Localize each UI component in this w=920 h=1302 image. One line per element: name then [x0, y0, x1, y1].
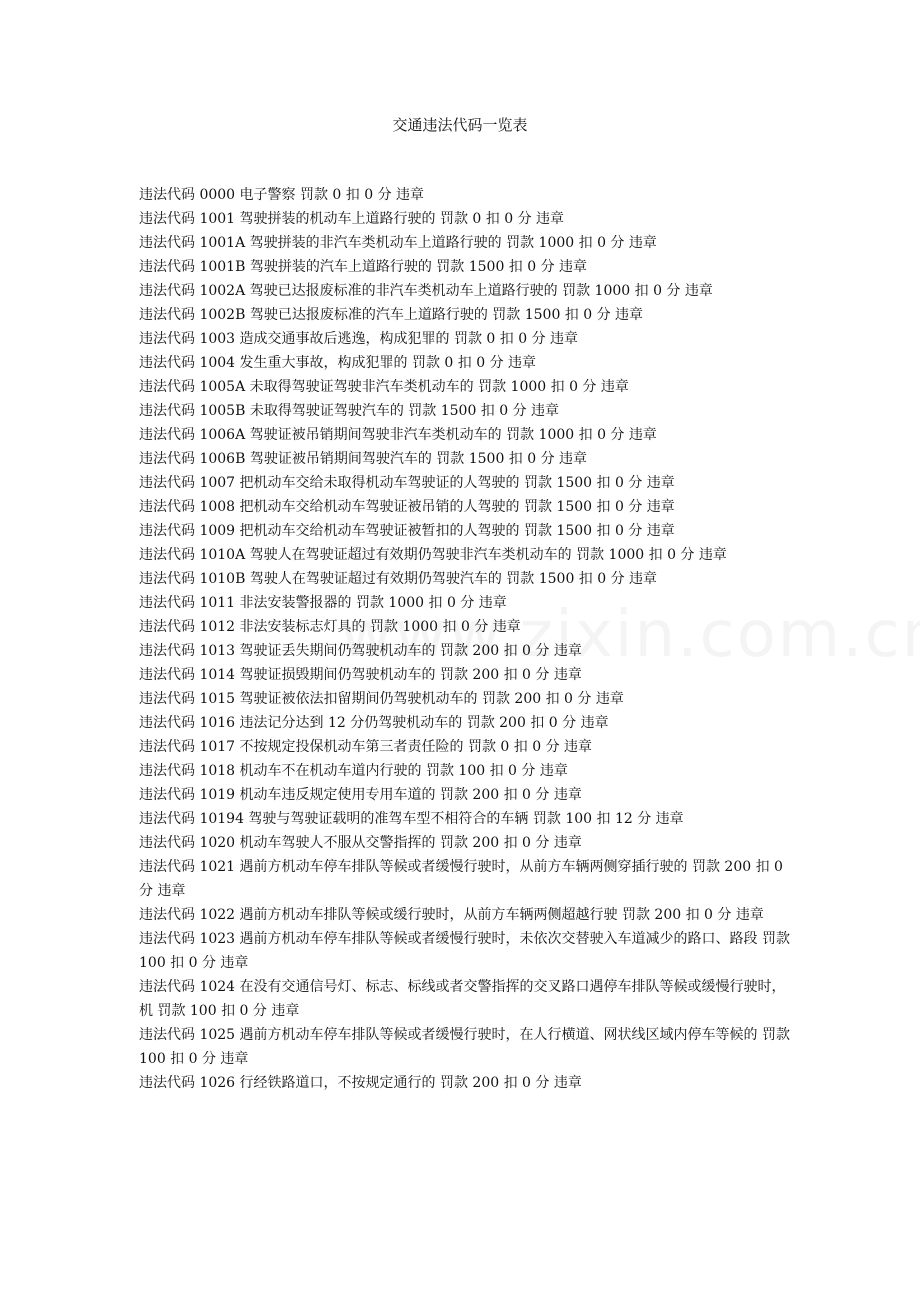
violation-code-line: 违法代码 1006B 驾驶证被吊销期间驾驶汽车的 罚款 1500 扣 0 分 违章: [139, 451, 588, 467]
violation-code-line: 违法代码 1011 非法安装警报器的 罚款 1000 扣 0 分 违章: [139, 595, 507, 611]
violation-code-line: 违法代码 1007 把机动车交给未取得机动车驾驶证的人驾驶的 罚款 1500 扣 0 分 违章: [139, 475, 675, 491]
violation-code-line: 违法代码 1026 行经铁路道口，不按规定通行的 罚款 200 扣 0 分 违章: [139, 1075, 582, 1091]
document-title: 交通违法代码一览表: [392, 116, 528, 134]
violation-code-line: 违法代码 1022 遇前方机动车排队等候或缓行驶时，从前方车辆两侧超越行驶 罚款 200 扣 0 分 违章: [139, 907, 764, 923]
violation-code-line: 违法代码 1023 遇前方机动车停车排队等候或者缓慢行驶时，未依次交替驶入车道减少的路口、路段 罚款 100 扣 0 分 违章: [139, 931, 790, 971]
violation-code-line: 违法代码 1002B 驾驶已达报废标准的汽车上道路行驶的 罚款 1500 扣 0 分 违章: [139, 307, 644, 323]
violation-code-line: 违法代码 0000 电子警察 罚款 0 扣 0 分 违章: [139, 187, 425, 203]
violation-code-line: 违法代码 1020 机动车驾驶人不服从交警指挥的 罚款 200 扣 0 分 违章: [139, 835, 582, 851]
violation-code-line: 违法代码 1002A 驾驶已达报废标准的非汽车类机动车上道路行驶的 罚款 1000 扣 0 分 违章: [139, 283, 713, 299]
violation-code-line: 违法代码 1019 机动车违反规定使用专用车道的 罚款 200 扣 0 分 违章: [139, 787, 582, 803]
violation-code-line: 违法代码 1016 违法记分达到 12 分仍驾驶机动车的 罚款 200 扣 0 分 违章: [139, 715, 609, 731]
violation-code-line: 违法代码 1012 非法安装标志灯具的 罚款 1000 扣 0 分 违章: [139, 619, 521, 635]
violation-code-line: 违法代码 1009 把机动车交给机动车驾驶证被暂扣的人驾驶的 罚款 1500 扣 0 分 违章: [139, 523, 675, 539]
violation-code-list: [139, 183, 790, 1095]
violation-code-line: 违法代码 1015 驾驶证被依法扣留期间仍驾驶机动车的 罚款 200 扣 0 分 违章: [139, 691, 624, 707]
violation-code-line: 违法代码 1006A 驾驶证被吊销期间驾驶非汽车类机动车的 罚款 1000 扣 0 分 违章: [139, 427, 657, 443]
violation-code-line: 违法代码 1010B 驾驶人在驾驶证超过有效期仍驾驶汽车的 罚款 1500 扣 0 分 违章: [139, 571, 658, 587]
violation-code-line: 违法代码 1003 造成交通事故后逃逸，构成犯罪的 罚款 0 扣 0 分 违章: [139, 331, 579, 347]
violation-code-line: 违法代码 1005A 未取得驾驶证驾驶非汽车类机动车的 罚款 1000 扣 0 分 违章: [139, 379, 629, 395]
violation-code-line: 违法代码 1013 驾驶证丢失期间仍驾驶机动车的 罚款 200 扣 0 分 违章: [139, 643, 582, 659]
violation-code-line: 违法代码 1005B 未取得驾驶证驾驶汽车的 罚款 1500 扣 0 分 违章: [139, 403, 560, 419]
violation-code-line: 违法代码 1014 驾驶证损毁期间仍驾驶机动车的 罚款 200 扣 0 分 违章: [139, 667, 582, 683]
violation-code-line: 违法代码 1008 把机动车交给机动车驾驶证被吊销的人驾驶的 罚款 1500 扣 0 分 违章: [139, 499, 675, 515]
violation-code-line: 违法代码 1004 发生重大事故，构成犯罪的 罚款 0 扣 0 分 违章: [139, 355, 537, 371]
violation-code-line: 违法代码 1025 遇前方机动车停车排队等候或者缓慢行驶时，在人行横道、网状线区域内停车等候的 罚款 100 扣 0 分 违章: [139, 1027, 790, 1067]
violation-code-line: 违法代码 1018 机动车不在机动车道内行驶的 罚款 100 扣 0 分 违章: [139, 763, 568, 779]
violation-code-line: 违法代码 1001B 驾驶拼装的汽车上道路行驶的 罚款 1500 扣 0 分 违章: [139, 259, 588, 275]
violation-code-line: 违法代码 10194 驾驶与驾驶证载明的准驾车型不相符合的车辆 罚款 100 扣 12 分 违章: [139, 811, 684, 827]
violation-code-line: 违法代码 1001 驾驶拼装的机动车上道路行驶的 罚款 0 扣 0 分 违章: [139, 211, 565, 227]
violation-code-line: 违法代码 1001A 驾驶拼装的非汽车类机动车上道路行驶的 罚款 1000 扣 0 分 违章: [139, 235, 657, 251]
violation-code-line: 违法代码 1021 遇前方机动车停车排队等候或者缓慢行驶时，从前方车辆两侧穿插行驶的 罚款 200 扣 0 分 违章: [139, 859, 783, 899]
violation-code-line: 违法代码 1010A 驾驶人在驾驶证超过有效期仍驾驶非汽车类机动车的 罚款 1000 扣 0 分 违章: [139, 547, 727, 563]
violation-code-line: 违法代码 1024 在没有交通信号灯、标志、标线或者交警指挥的交叉路口遇停车排队等候或缓慢行驶时，机 罚款 100 扣 0 分 违章: [139, 979, 786, 1019]
violation-code-line: 违法代码 1017 不按规定投保机动车第三者责任险的 罚款 0 扣 0 分 违章: [139, 739, 593, 755]
